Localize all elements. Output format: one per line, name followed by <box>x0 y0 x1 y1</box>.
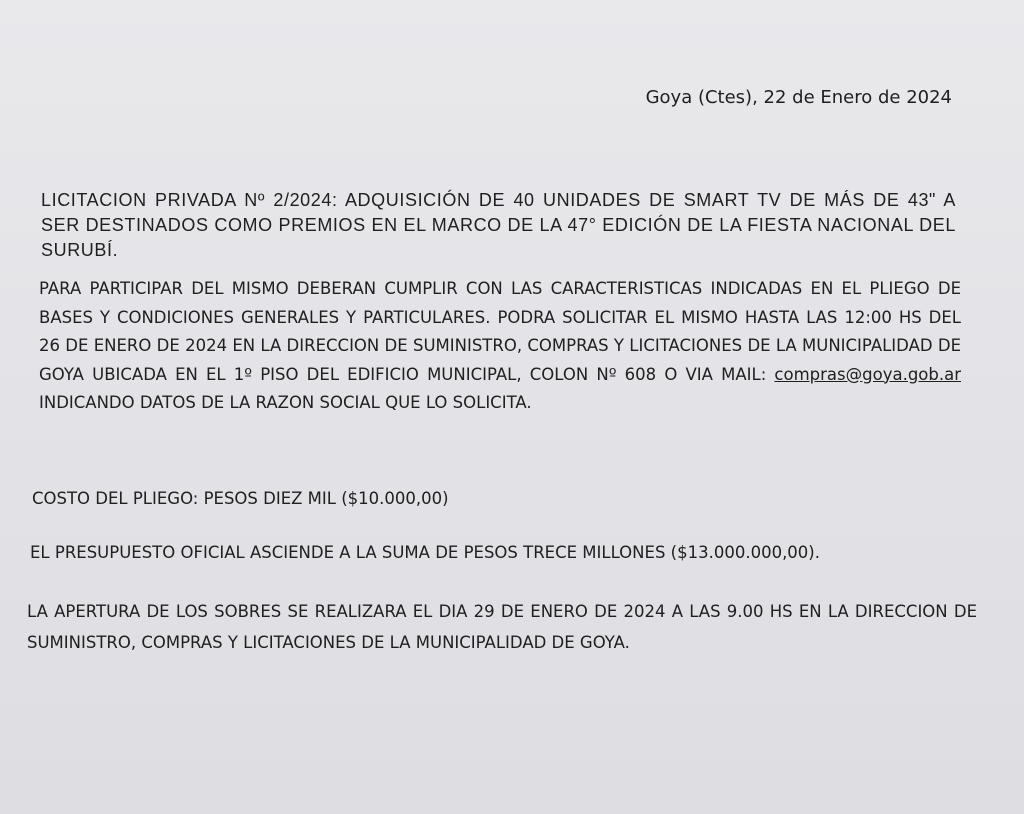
budget-line: EL PRESUPUESTO OFICIAL ASCIENDE A LA SUMA DE PESOS TRECE MILLONES ($13.000.000,00). <box>30 543 820 562</box>
participation-text-after-email: INDICANDO DATOS DE LA RAZON SOCIAL QUE LO SOLICITA. <box>39 364 972 412</box>
cost-line: COSTO DEL PLIEGO: PESOS DIEZ MIL ($10.000,00) <box>32 489 449 508</box>
tender-title: LICITACION PRIVADA Nº 2/2024: ADQUISICIÓN DE 40 UNIDADES DE SMART TV DE MÁS DE 43" A SER DESTINADOS COMO PREMIOS EN EL MARCO DE LA 47° EDICIÓN DE LA FIESTA NACIONAL DEL SURUBÍ. <box>41 190 956 260</box>
opening-paragraph: LA APERTURA DE LOS SOBRES SE REALIZARA EL DIA 29 DE ENERO DE 2024 A LAS 9.00 HS EN LA DIRECCION DE SUMINISTRO, COMPRAS Y LICITACIONES DE LA MUNICIPALIDAD DE GOYA. <box>27 602 977 652</box>
participation-text-before-email: PARA PARTICIPAR DEL MISMO DEBERAN CUMPLIR CON LAS CARACTERISTICAS INDICADAS EN EL PLIEGO DE BASES Y CONDICIONES GENERALES Y PARTICULARES. PODRA SOLICITAR EL MISMO HASTA LAS 12:00 HS DEL 26 DE ENERO DE 2024 EN LA DIRECCION DE SUMINISTRO, COMPRAS Y LICITACIONES DE LA MUNICIPALIDAD DE GOYA UBICADA EN EL 1º PISO DEL EDIFICIO MUNICIPAL, COLON Nº 608 O VIA MAIL: <box>39 279 961 384</box>
date-line: Goya (Ctes), 22 de Enero de 2024 <box>645 87 952 108</box>
participation-paragraph <box>39 275 972 418</box>
email-link[interactable]: compras@goya.gob.ar <box>774 364 961 384</box>
